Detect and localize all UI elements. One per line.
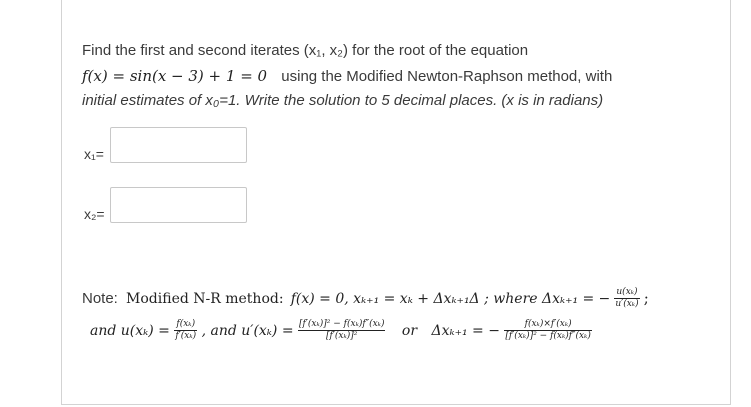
alt-numerator: f(xₖ)×f′(xₖ) [504, 320, 591, 331]
note-formula: f(x) = 0, xₖ₊₁ = xₖ + Δxₖ₊₁Δ ; where Δxₖ₊₁ = [290, 290, 595, 307]
alt-fraction [504, 320, 591, 342]
uprime-fraction [298, 320, 385, 342]
note-method: Modified N-R method: [126, 290, 284, 307]
dx-tail: ; [643, 288, 649, 307]
equation: f(x) = sin(x − 3) + 1 = 0 [82, 67, 268, 85]
x2-input[interactable] [110, 187, 247, 223]
uprime-numerator: [f′(xₖ)]² − f(xₖ)f″(xₖ) [298, 320, 385, 331]
u-lhs: and u(xₖ) = [90, 323, 170, 340]
dx-numerator: u(xₖ) [614, 288, 639, 299]
x1-label: x₁= [84, 146, 104, 162]
alt-lhs: Δxₖ₊₁ = [431, 323, 484, 340]
note-prefix: Note: [82, 289, 118, 307]
question-line-2-tail: using the Modified Newton-Raphson method, with [281, 68, 613, 85]
x2-label: x₂= [84, 206, 105, 222]
or-text: or [401, 323, 418, 340]
question-line-3: initial estimates of x₀=1. Write the solution to 5 decimal places. (x is in radians) [82, 92, 604, 109]
dx-denominator: u′(xₖ) [615, 299, 639, 310]
alt-denominator: [f′(xₖ)]² − f(xₖ)f″(xₖ) [505, 331, 591, 342]
question-line-1: Find the first and second iterates (x₁, x₂) for the root of the equation [82, 42, 529, 59]
uprime-denominator: [f′(xₖ)]² [326, 331, 358, 342]
u-numerator: f(xₖ) [174, 320, 197, 331]
dx-fraction [614, 288, 639, 310]
uprime-lhs: , and u′(xₖ) = [201, 323, 294, 340]
note-line-1: Note: Modified N-R method: f(x) = 0, xₖ₊₁ = xₖ + Δxₖ₊₁Δ ; where Δxₖ₊₁ = − $\frac{\text{u(xₖ)}}{\text{u′(xₖ)}}$ ; [82, 287, 649, 310]
question-line-2 [82, 67, 612, 85]
x1-input[interactable] [110, 127, 247, 163]
note-line-2: and u(xₖ) = $\frac{\text{f(xₖ)}}{\text{f′(xₖ)}}$ , and u′(xₖ) = $\frac{\text{[f′(xₖ)]² − f(xₖ)f″(xₖ)}}{\text{[f′(xₖ)]²}}$ or Δxₖ₊₁ = − $\frac{\text{f(xₖ)×f′(xₖ)}}{\text{[f′(xₖ)]² − f(xₖ)f″(xₖ)}}$ [90, 319, 591, 342]
u-denominator: f′(xₖ) [175, 331, 197, 342]
u-fraction [174, 320, 197, 342]
